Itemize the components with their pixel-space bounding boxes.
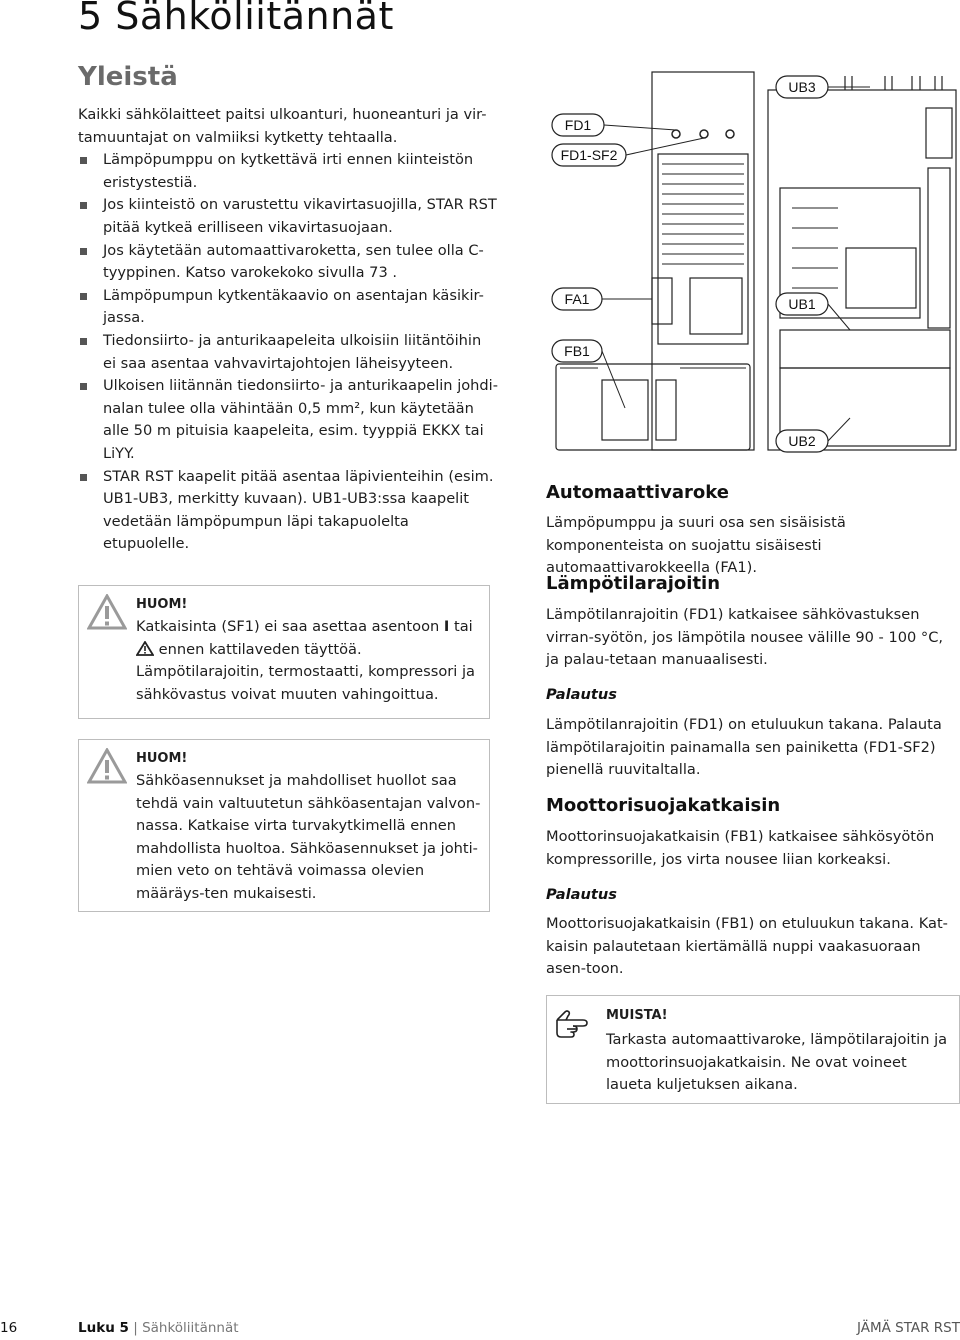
footer-separator: | xyxy=(133,1320,138,1336)
lampotilarajoitin-reset-text: Lämpötilanrajoitin (FD1) on etuluukun takana. Palauta lämpötilarajoitin painamalla sen painiketta (FD1-SF2) pienellä ruuvitaltalla. xyxy=(546,716,942,779)
heading-palautus: Palautus xyxy=(546,686,617,703)
chapter-title: 5 Sähköliitännät xyxy=(78,0,394,38)
heading-automaattivaroke: Automaattivaroke xyxy=(546,482,729,503)
reminder-text: Tarkasta automaattivaroke, lämpötilarajoitin ja moottorinsuojakatkaisin. Ne ovat voineet laueta kuljetuksen aikana. xyxy=(606,1031,948,1094)
requirements-list xyxy=(78,149,498,556)
note-box-switch xyxy=(78,585,490,719)
front-panel-outline xyxy=(652,72,754,450)
heading-palautus: Palautus xyxy=(546,886,617,903)
moottorisuojakatkaisin-text: Moottorinsuojakatkaisin (FB1) katkaisee sähkösyötön kompressorille, jos virta nousee liian korkeaksi. xyxy=(546,828,935,868)
section-title: Yleistä xyxy=(78,62,178,92)
note-text xyxy=(136,616,486,706)
footer-chapter-name: Sähköliitännät xyxy=(142,1320,239,1336)
list-item: Ulkoisen liitännän tiedonsiirto- ja anturikaapelin johdi-nalan tulee olla vähintään 0,5 mm², kun käytetään alle 50 m pituisia kaapeleita, esim. tyyppiä EKKX tai LiYY. xyxy=(78,375,498,465)
reminder-title: MUISTA! xyxy=(606,1008,668,1023)
label-fb1: FB1 xyxy=(564,343,590,359)
page-number: 16 xyxy=(0,1320,18,1336)
note-title: HUOM! xyxy=(136,751,188,766)
list-item: Jos käytetään automaattivaroketta, sen tulee olla C-tyyppinen. Katso varokekoko sivulla 73 . xyxy=(78,240,498,285)
label-ub2: UB2 xyxy=(788,433,816,449)
intro-paragraph: Kaikki sähkölaitteet paitsi ulkoanturi, huoneanturi ja vir-tamuuntajat on valmiiksi kytketty tehtaalla. xyxy=(78,106,487,146)
warning-triangle-icon xyxy=(136,641,154,656)
label-fd1-sf2: FD1-SF2 xyxy=(560,147,618,163)
note-text-after: ennen kattilaveden täyttöä. Lämpötilarajoitin, termostaatti, kompressori ja sähkövastus voivat muuten vahingoittua. xyxy=(136,640,475,703)
list-item: Tiedonsiirto- ja anturikaapeleita ulkoisiin liitäntöihin ei saa asentaa vahvavirtajohtojen läheisyyteen. xyxy=(78,330,498,375)
label-ub3: UB3 xyxy=(788,79,816,95)
note-box-electrical xyxy=(78,739,490,912)
list-item: Jos kiinteistö on varustettu vikavirtasuojilla, STAR RST pitää kytkeä erilliseen vikavirtasuojaan. xyxy=(78,194,498,239)
list-item: STAR RST kaapelit pitää asentaa läpivienteihin (esim. UB1-UB3, merkitty kuvaan). UB1-UB3:ssa kaapelit vedetään lämpöpumpun läpi takapuolelta etupuolelle. xyxy=(78,466,498,556)
note-text-middle: tai xyxy=(453,618,473,635)
switch-position-symbol: I xyxy=(443,618,450,635)
note-text: Sähköasennukset ja mahdolliset huollot saa tehdä vain valtuutetun sähköasentajan valvon-nassa. Katkaise virta turvakytkimellä ennen mahdollista huoltoa. Sähköasennukset ja johti-mien veto on tehtävä voimassa olevien määräys-ten mukaisesti. xyxy=(136,772,481,902)
list-item: Lämpöpumppu on kytkettävä irti ennen kiinteistön eristystestiä. xyxy=(78,149,498,194)
list-item: Lämpöpumpun kytkentäkaavio on asentajan käsikir-jassa. xyxy=(78,285,498,330)
label-ub1: UB1 xyxy=(788,296,816,312)
note-title: HUOM! xyxy=(136,597,188,612)
heat-pump-diagram xyxy=(540,68,960,468)
automaattivaroke-text: Lämpöpumppu ja suuri osa sen sisäisistä komponenteista on suojattu sisäisesti automaattivarokkeella (FA1). xyxy=(546,514,846,577)
footer-brand: JÄMÄ STAR RST xyxy=(856,1320,960,1336)
footer-chapter xyxy=(78,1320,239,1336)
moottorisuojakatkaisin-reset-text: Moottorisuojakatkaisin (FB1) on etuluukun takana. Kat-kaisin palautetaan kiertämällä nuppi vaakasuoraan asen-toon. xyxy=(546,915,948,978)
reminder-box xyxy=(546,995,960,1104)
note-text-before: Katkaisinta (SF1) ei saa asettaa asentoon xyxy=(136,618,440,635)
heading-moottorisuojakatkaisin: Moottorisuojakatkaisin xyxy=(546,795,781,816)
warning-triangle-icon xyxy=(87,748,127,784)
footer-chapter-label: Luku 5 xyxy=(78,1320,129,1336)
warning-triangle-icon xyxy=(87,594,127,630)
lampotilarajoitin-text: Lämpötilanrajoitin (FD1) katkaisee sähkövastuksen virran-syötön, jos lämpötila nousee välille 90 - 100 °C, ja palau-tetaan manuaalisesti. xyxy=(546,606,944,669)
heading-lampotilarajoitin: Lämpötilarajoitin xyxy=(546,573,721,594)
general-section xyxy=(78,104,498,556)
pointing-hand-icon xyxy=(553,1008,603,1038)
label-fd1: FD1 xyxy=(564,117,592,133)
label-fa1: FA1 xyxy=(564,291,590,307)
